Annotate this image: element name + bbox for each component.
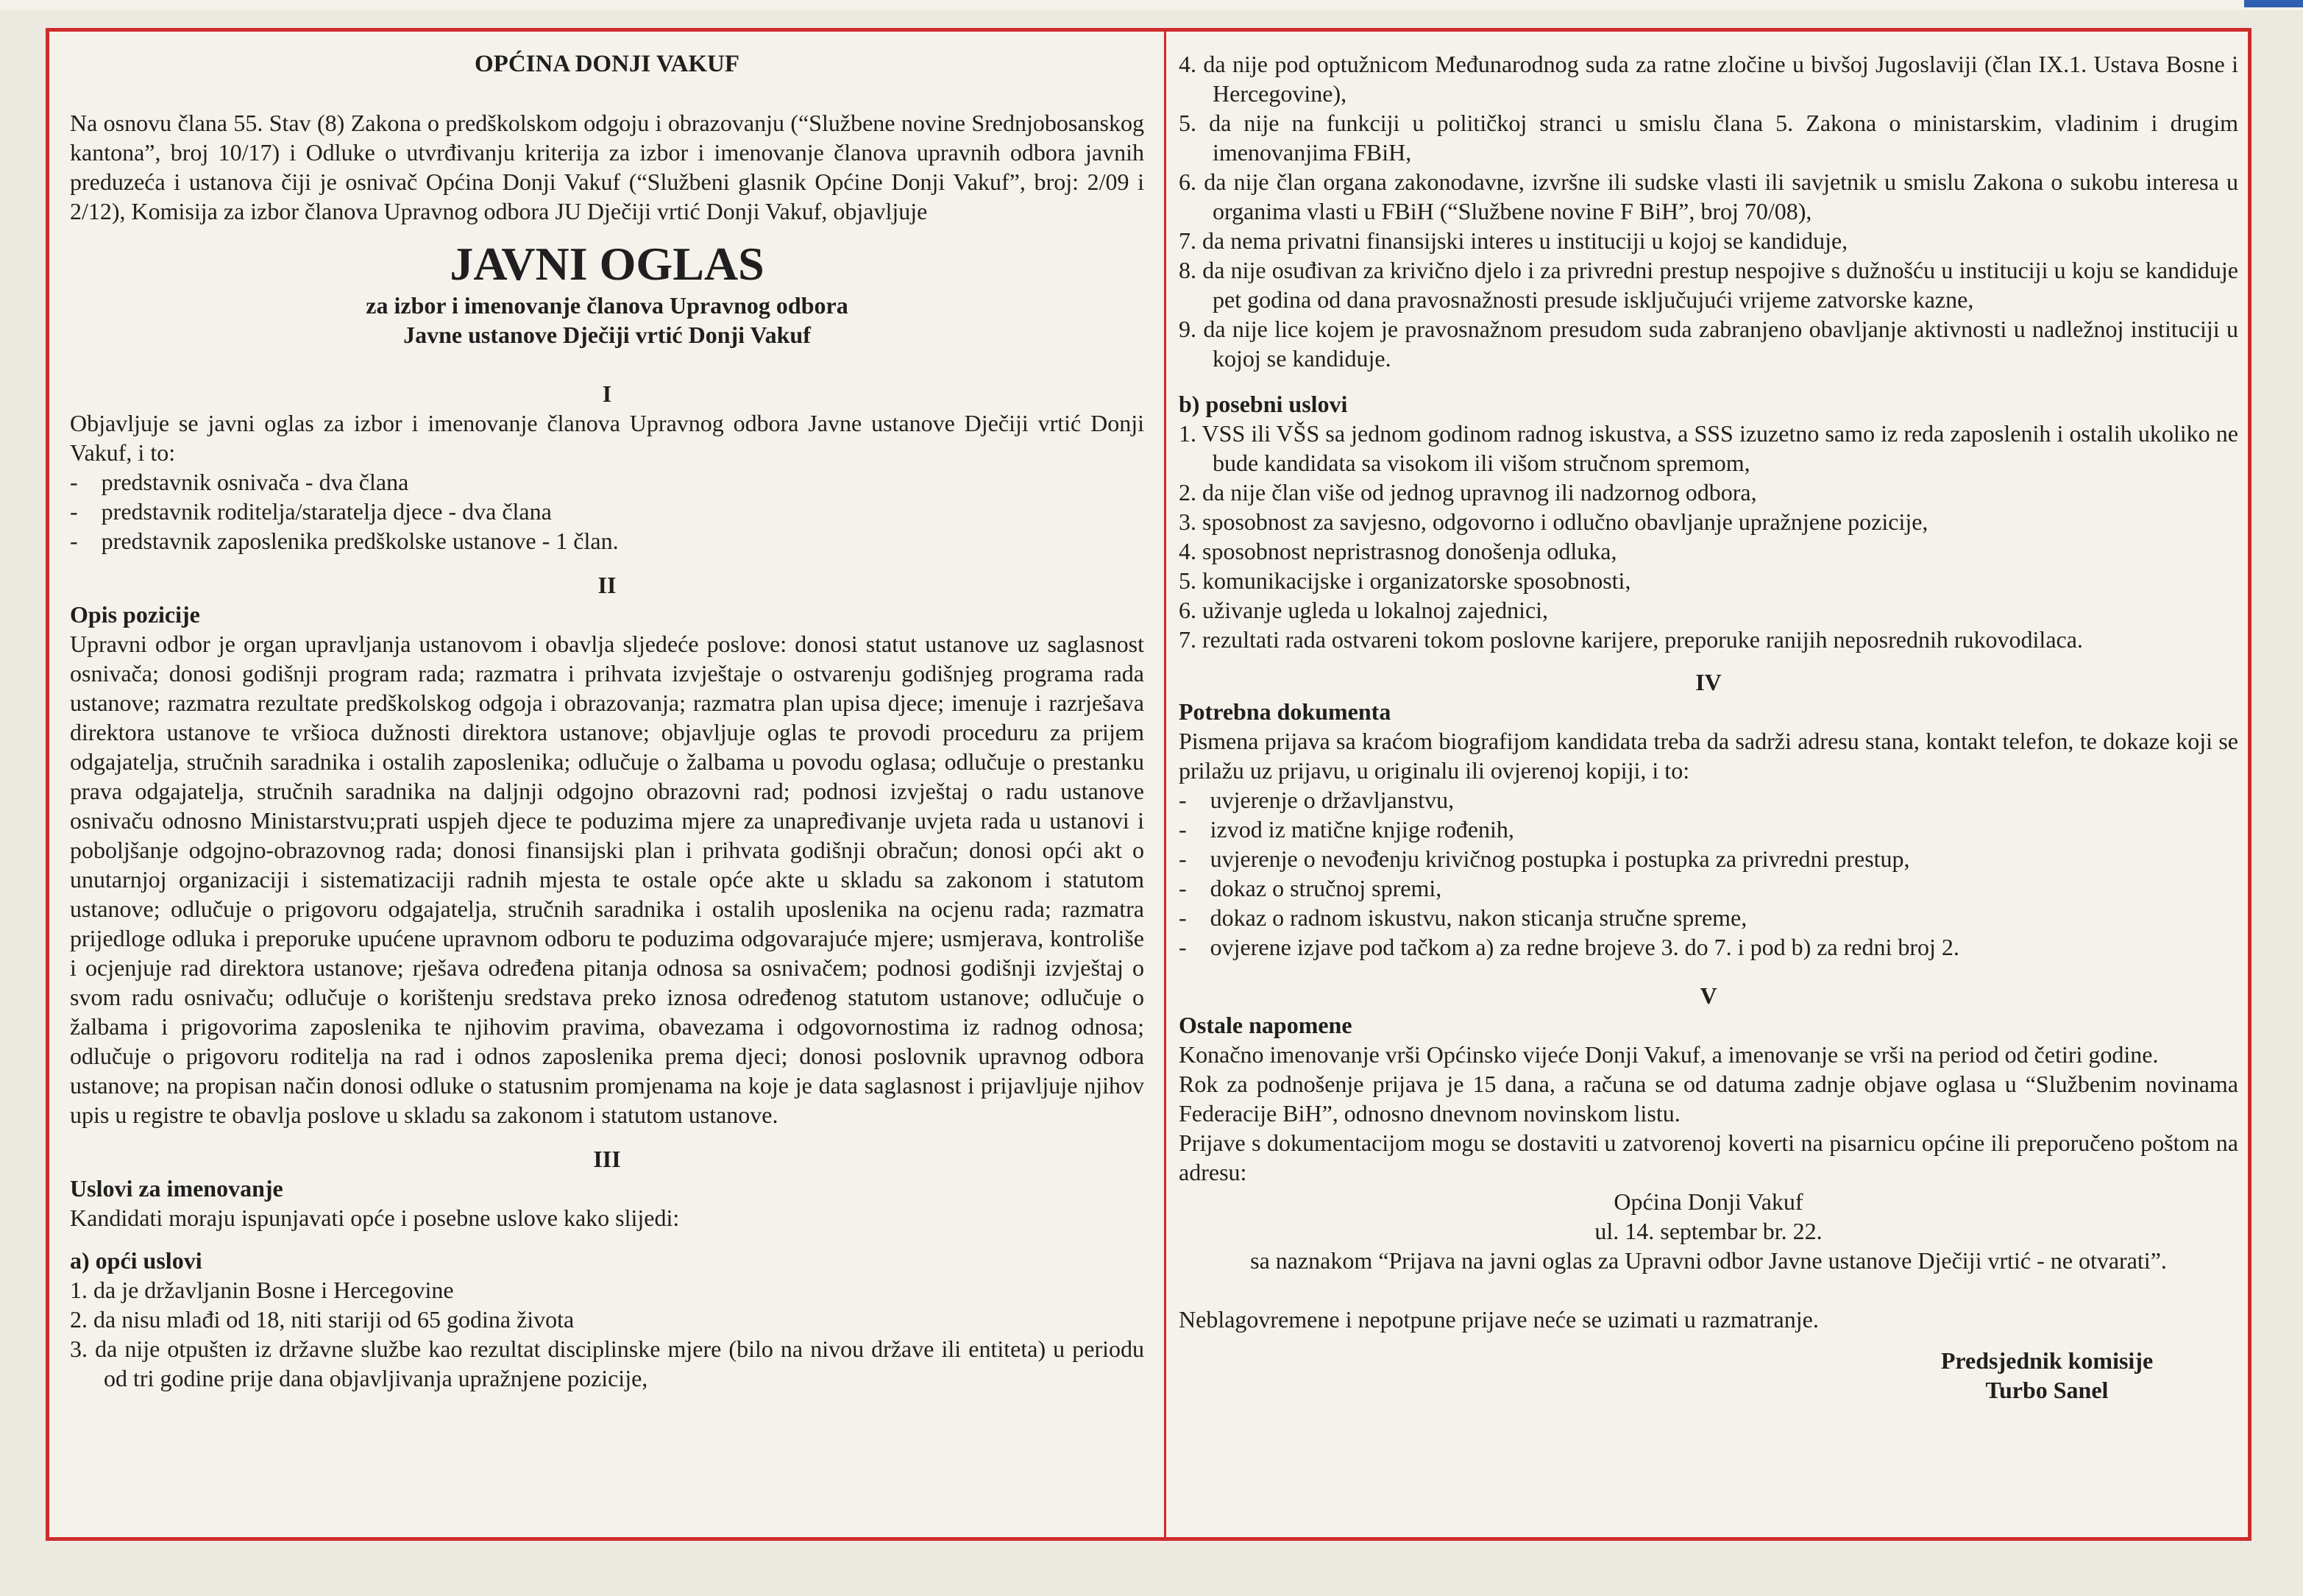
list-item: 4. sposobnost nepristrasnog donošenja odluka, xyxy=(1179,538,1617,564)
announcement-title: JAVNI OGLAS xyxy=(450,238,764,290)
section5-paragraph-3: Prijave s dokumentacijom mogu se dostaviti u zatvorenoj koverti na pisarnicu općine ili preporučeno poštom na adresu: xyxy=(1179,1129,2238,1185)
section5-paragraph-1: Konačno imenovanje vrši Općinsko vijeće Donji Vakuf, a imenovanje se vrši na period od četiri godine. xyxy=(1179,1041,2159,1068)
list-item: - izvod iz matične knjige rođenih, xyxy=(1179,816,1514,843)
section4-text: Pismena prijava sa kraćom biografijom kandidata treba da sadrži adresu stana, kontakt telefon, te dokaze koji se prilažu uz prijavu, u originalu ili ovjerenoj kopiji, i to: xyxy=(1179,728,2238,784)
signature-role: Predsjednik komisije xyxy=(1940,1347,2154,1374)
section-numeral-3: III xyxy=(593,1146,621,1172)
signature-name: Turbo Sanel xyxy=(1985,1377,2109,1403)
list-item: 9. da nije lice kojem je pravosnažnom presudom suda zabranjeno obavljanje aktivnosti u nadležnoj instituciji u kojoj se kandiduje. xyxy=(1179,316,2238,372)
section-numeral-1: I xyxy=(602,380,612,407)
list-item: 1. da je državljanin Bosne i Hercegovine xyxy=(70,1277,454,1303)
list-item: 3. sposobnost za savjesno, odgovorno i odlučno obavljanje upražnjene pozicije, xyxy=(1179,508,1928,535)
list-item: 6. da nije član organa zakonodavne, izvršne ili sudske vlasti ili savjetnik u smislu Zakona o sukobu interesa u organima vlasti u FBiH (“Službene novine F BiH”, broj 70/08), xyxy=(1179,169,2238,224)
address-line-3: sa naznakom “Prijava na javni oglas za Upravni odbor Javne ustanove Dječiji vrtić - ne otvarati”. xyxy=(1250,1247,2167,1274)
section5-paragraph-4: Neblagovremene i nepotpune prijave neće se uzimati u razmatranje. xyxy=(1179,1306,1819,1333)
section2-heading: Opis pozicije xyxy=(70,601,200,628)
list-item: 7. da nema privatni finansijski interes u instituciji u kojoj se kandiduje, xyxy=(1179,227,1848,254)
column-divider xyxy=(1164,32,1166,1537)
announcement-subtitle-1: za izbor i imenovanje članova Upravnog odbora xyxy=(366,292,848,319)
section1-text: Objavljuje se javni oglas za izbor i imenovanje članova Upravnog odbora Javne ustanove Dječiji vrtić Donji Vakuf, i to: xyxy=(70,410,1144,466)
list-item: - predstavnik roditelja/staratelja djece - dva člana xyxy=(70,498,552,525)
list-item: - predstavnik osnivača - dva člana xyxy=(70,469,409,495)
section5-heading: Ostale napomene xyxy=(1179,1012,1352,1038)
list-item: 2. da nije član više od jednog upravnog ili nadzornog odbora, xyxy=(1179,479,1757,506)
section-numeral-5: V xyxy=(1700,982,1717,1009)
list-item: - uvjerenje o nevođenju krivičnog postupka i postupka za privredni prestup, xyxy=(1179,845,1910,872)
list-item: 6. uživanje ugleda u lokalnoj zajednici, xyxy=(1179,597,1549,623)
intro-paragraph: Na osnovu člana 55. Stav (8) Zakona o predškolskom odgoju i obrazovanju (“Službene novine Srednjobosanskog kantona”, broj 10/17) i Odluke o utvrđivanju kriterija za izbor i imenovanje članova upravnih odbora javnih preduzeća i ustanova čiji je osnivač Općina Donji Vakuf (“Službeni glasnik Općine Donji Vakuf”, broj: 2/09 i 2/12), Komisija za izbor članova Upravnog odbora JU Dječiji vrtić Donji Vakuf, objavljuje xyxy=(70,110,1144,224)
office-header: OPĆINA DONJI VAKUF xyxy=(475,51,739,77)
general-conditions-heading: a) opći uslovi xyxy=(70,1247,202,1274)
announcement-frame xyxy=(46,28,2251,1541)
list-item: - dokaz o stručnoj spremi, xyxy=(1179,875,1442,901)
list-item: - ovjerene izjave pod tačkom a) za redne brojeve 3. do 7. i pod b) za redni broj 2. xyxy=(1179,934,1959,960)
address-line-2: ul. 14. septembar br. 22. xyxy=(1594,1218,1823,1244)
list-item: 8. da nije osuđivan za krivično djelo i za privredni prestup nespojive s dužnošću u instituciji u koju se kandiduje pet godina od dana pravosnažnosti presude isključujući vrijeme zatvorske kazne, xyxy=(1179,257,2238,313)
list-item: 1. VSS ili VŠS sa jednom godinom radnog iskustva, a SSS izuzetno samo iz reda zaposlenih i ostalih ukoliko ne bude kandidata sa visokom ili višom stručnom spremom, xyxy=(1179,420,2238,476)
blue-accent-bar xyxy=(2244,0,2303,7)
section2-text: Upravni odbor je organ upravljanja ustanovom i obavlja sljedeće poslove: donosi statut ustanove uz saglasnost osnivača; donosi godišnji program rada; razmatra i prihvata izvještaje o ostvarenju godišnjeg programa rada ustanove; razmatra rezultate predškolskog odgoja i obrazovanja; razmatra plan upisa djece; imenuje i razrješava direktora ustanove te vršioca dužnosti direktora ustanove; objavljuje oglas te provodi proceduru za prijem odgajatelja, stručnih saradnika i ostalih zaposlenika; odlučuje o žalbama u povodu oglasa; odlučuje o prestanku prava odgajatelja, stručnih saradnika na daljnji odgojno obrazovni rad; podnosi izvještaj o radu ustanove osnivaču odnosno Ministarstvu;prati uspjeh djece te poduzima mjere za unapređivanje uvjeta rada u ustanovi i poboljšanje odgojno-obrazovnog rada; donosi finansijski plan i prihvata godišnji obračun; donosi opći akt o unutarnjoj organizaciji i sistematizaciji radnih mjesta te ostale opće akte u skladu sa zakonom i statutom ustanove; odlučuje o prigovoru odgajatelja, stručnih saradnika i ostalih uposlenika na ocjenu rada; razmatra prijedloge odluka i preporuke upućene upravnom odboru te poduzima odgovarajuće mjere; usmjerava, kontroliše i ocjenjuje rad direktora ustanove; rješava određena pitanja odnosa sa osnivačem; podnosi godišnji izvještaj o svom radu osnivaču; odlučuje o korištenju sredstava preko iznosa određenog statutom ustanove; odlučuje o žalbama i prigovorima zaposlenika te njihovim pravima, obavezama i odgovornostima iz radnog odnosa; odlučuje o prigovoru roditelja na rad i odnos zaposlenika prema djeci; donosi poslovnik upravnog odbora ustanove; na propisan način donosi odluke o statusnim promjenama na koje je data saglasnost i prijavljuje njihov upis u registre te obavlja poslove u skladu sa zakonom i statutom ustanove. xyxy=(70,631,1144,1128)
right-column xyxy=(1179,49,2238,1405)
announcement-subtitle-2: Javne ustanove Dječiji vrtić Donji Vakuf xyxy=(403,322,811,348)
section3-heading: Uslovi za imenovanje xyxy=(70,1175,283,1202)
list-item: - dokaz o radnom iskustvu, nakon sticanja stručne spreme, xyxy=(1179,904,1747,931)
left-column xyxy=(70,49,1144,1393)
list-item: 2. da nisu mlađi od 18, niti stariji od 65 godina života xyxy=(70,1306,575,1333)
section4-heading: Potrebna dokumenta xyxy=(1179,698,1391,725)
page-top-strip xyxy=(0,0,2303,10)
section5-paragraph-2: Rok za podnošenje prijava je 15 dana, a računa se od datuma zadnje objave oglasa u “Službenim novinama Federacije BiH”, odnosno dnevnom novinskom listu. xyxy=(1179,1071,2238,1127)
list-item: 4. da nije pod optužnicom Međunarodnog suda za ratne zločine u bivšoj Jugoslaviji (član IX.1. Ustava Bosne i Hercegovine), xyxy=(1179,51,2238,107)
list-item: 5. komunikacijske i organizatorske sposobnosti, xyxy=(1179,567,1631,594)
special-conditions-heading: b) posebni uslovi xyxy=(1179,391,1348,417)
section-numeral-2: II xyxy=(597,572,617,598)
address-line-1: Općina Donji Vakuf xyxy=(1614,1188,1803,1215)
list-item: 7. rezultati rada ostvareni tokom poslovne karijere, preporuke ranijih neposrednih rukovodilaca. xyxy=(1179,626,2083,653)
list-item: - uvjerenje o državljanstvu, xyxy=(1179,787,1455,813)
list-item: 5. da nije na funkciji u političkoj stranci u smislu člana 5. Zakona o ministarskim, vladinim i drugim imenovanjima FBiH, xyxy=(1179,110,2238,166)
list-item: - predstavnik zaposlenika predškolske ustanove - 1 član. xyxy=(70,528,619,554)
section-numeral-4: IV xyxy=(1695,669,1722,695)
signature-block xyxy=(1179,1346,2238,1405)
list-item: 3. da nije otpušten iz državne službe kao rezultat disciplinske mjere (bilo na nivou države ili entiteta) u periodu od tri godine prije dana objavljivanja upražnjene pozicije, xyxy=(70,1336,1144,1391)
section3-text: Kandidati moraju ispunjavati opće i posebne uslove kako slijedi: xyxy=(70,1205,680,1231)
